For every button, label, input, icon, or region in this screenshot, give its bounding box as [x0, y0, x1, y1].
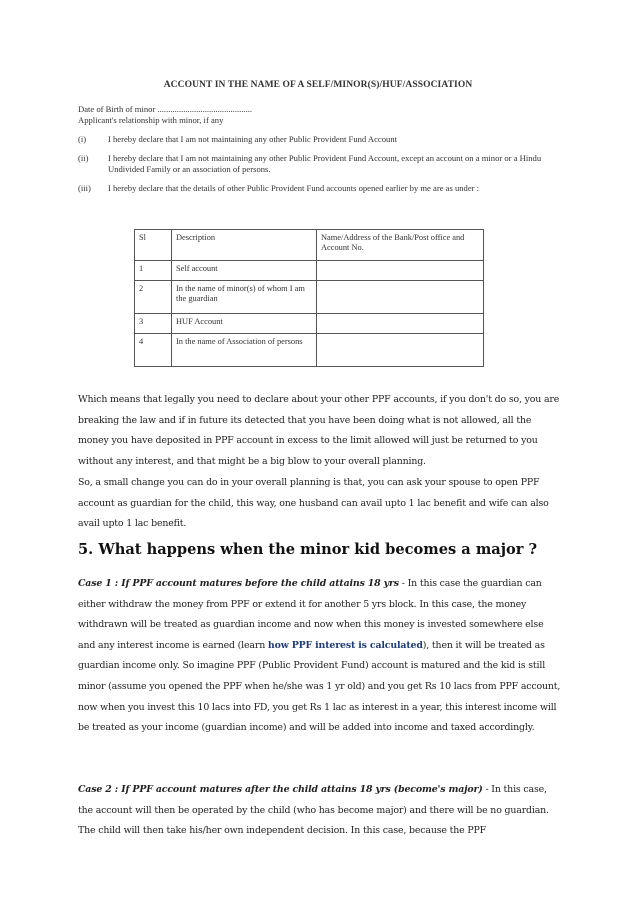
cell-description: In the name of minor(s) of whom I am the guardian: [172, 281, 317, 314]
table-row: [135, 314, 484, 334]
paragraph-spouse-guardian: So, a small change you can do in your overall planning is that, you can ask your spouse to open PPF account as guardian for the child, this way, one husband can avail upto 1 lac benefit and wife can also avail upto 1 lac benefit.: [78, 477, 549, 530]
paragraph-case-1: [78, 574, 562, 739]
table-header-row: [135, 230, 484, 261]
cell-description: HUF Account: [172, 314, 317, 334]
table-row: [135, 334, 484, 367]
table-row: [135, 261, 484, 281]
declaration-number: (ii): [78, 153, 89, 163]
cell-bank-address: [317, 281, 484, 314]
section-heading: 5. What happens when the minor kid becomes a major ?: [78, 541, 538, 558]
cell-sl: 1: [135, 261, 172, 281]
paragraph-legal-declaration: Which means that legally you need to declare about your other PPF accounts, if you don't do so, you are breaking the law and if in future its detected that you have been doing what is not allowed, all the money you have deposited in PPF account in excess to the limit allowed will just be returned to you without any interest, and that might be a big blow to your overall planning.: [78, 394, 560, 467]
paragraph-case-2: [78, 780, 562, 842]
ppf-declaration-form: [78, 80, 558, 194]
declaration-text: I hereby declare that I am not maintaining any other Public Provident Fund Account, except an account on a minor or a Hindu Undivided Family or an association of persons.: [108, 153, 542, 174]
cell-sl: 3: [135, 314, 172, 334]
case-1-label: Case 1 : If PPF account matures before the child attains 18 yrs: [78, 578, 399, 589]
header-sl: Sl: [135, 230, 172, 261]
ppf-interest-link[interactable]: how PPF interest is calculated: [267, 639, 423, 651]
dob-line: Date of Birth of minor ............................................: [78, 104, 253, 114]
case-1-text-a: - In this case the guardian can either withdraw the money from PPF or extend it for another 5 yrs block. In this case, the money withdrawn will be treated as guardian income and now when this money is invested somewhere else and any interest income is earned (learn: [78, 578, 544, 651]
declaration-item: [78, 134, 558, 145]
declaration-text: I hereby declare that I am not maintaining any other Public Provident Fund Account: [108, 134, 398, 144]
ppf-accounts-table: [134, 229, 484, 367]
declaration-number: (i): [78, 134, 87, 144]
declaration-number: (iii): [78, 183, 91, 193]
cell-description: In the name of Association of persons: [172, 334, 317, 367]
declaration-text: I hereby declare that the details of other Public Provident Fund accounts opened earlier by me are as under :: [108, 183, 480, 193]
header-description: Description: [172, 230, 317, 261]
cell-bank-address: [317, 261, 484, 281]
table-row: [135, 281, 484, 314]
relationship-line: Applicant's relationship with minor, if any: [78, 115, 224, 125]
case-2-text: - In this case, the account will then be operated by the child (who has become major) and there will be no guardian. The child will then take his/her own independent decision. In this case, because the PPF: [78, 784, 549, 837]
cell-bank-address: [317, 314, 484, 334]
declaration-item: [78, 183, 558, 194]
cell-sl: 2: [135, 281, 172, 314]
cell-description: Self account: [172, 261, 317, 281]
form-title: ACCOUNT IN THE NAME OF A SELF/MINOR(S)/HUF/ASSOCIATION: [163, 80, 473, 90]
cell-bank-address: [317, 334, 484, 367]
case-1-text-b: ), then it will be treated as guardian income only. So imagine PPF (Public Provident Fund) account is matured and the kid is still minor (assume you opened the PPF when he/she was 1 yr old) and you get Rs 10 lacs from PPF account, now when you invest this 10 lacs into FD, you get Rs 1 lac as interest in a year, this interest income will be treated as your income (guardian income) and will be added into income and taxed accordingly.: [78, 639, 561, 734]
declaration-item: [78, 153, 558, 175]
case-2-label: Case 2 : If PPF account matures after the child attains 18 yrs (become's major): [78, 784, 483, 795]
header-bank-address: Name/Address of the Bank/Post office and Account No.: [317, 230, 484, 261]
cell-sl: 4: [135, 334, 172, 367]
